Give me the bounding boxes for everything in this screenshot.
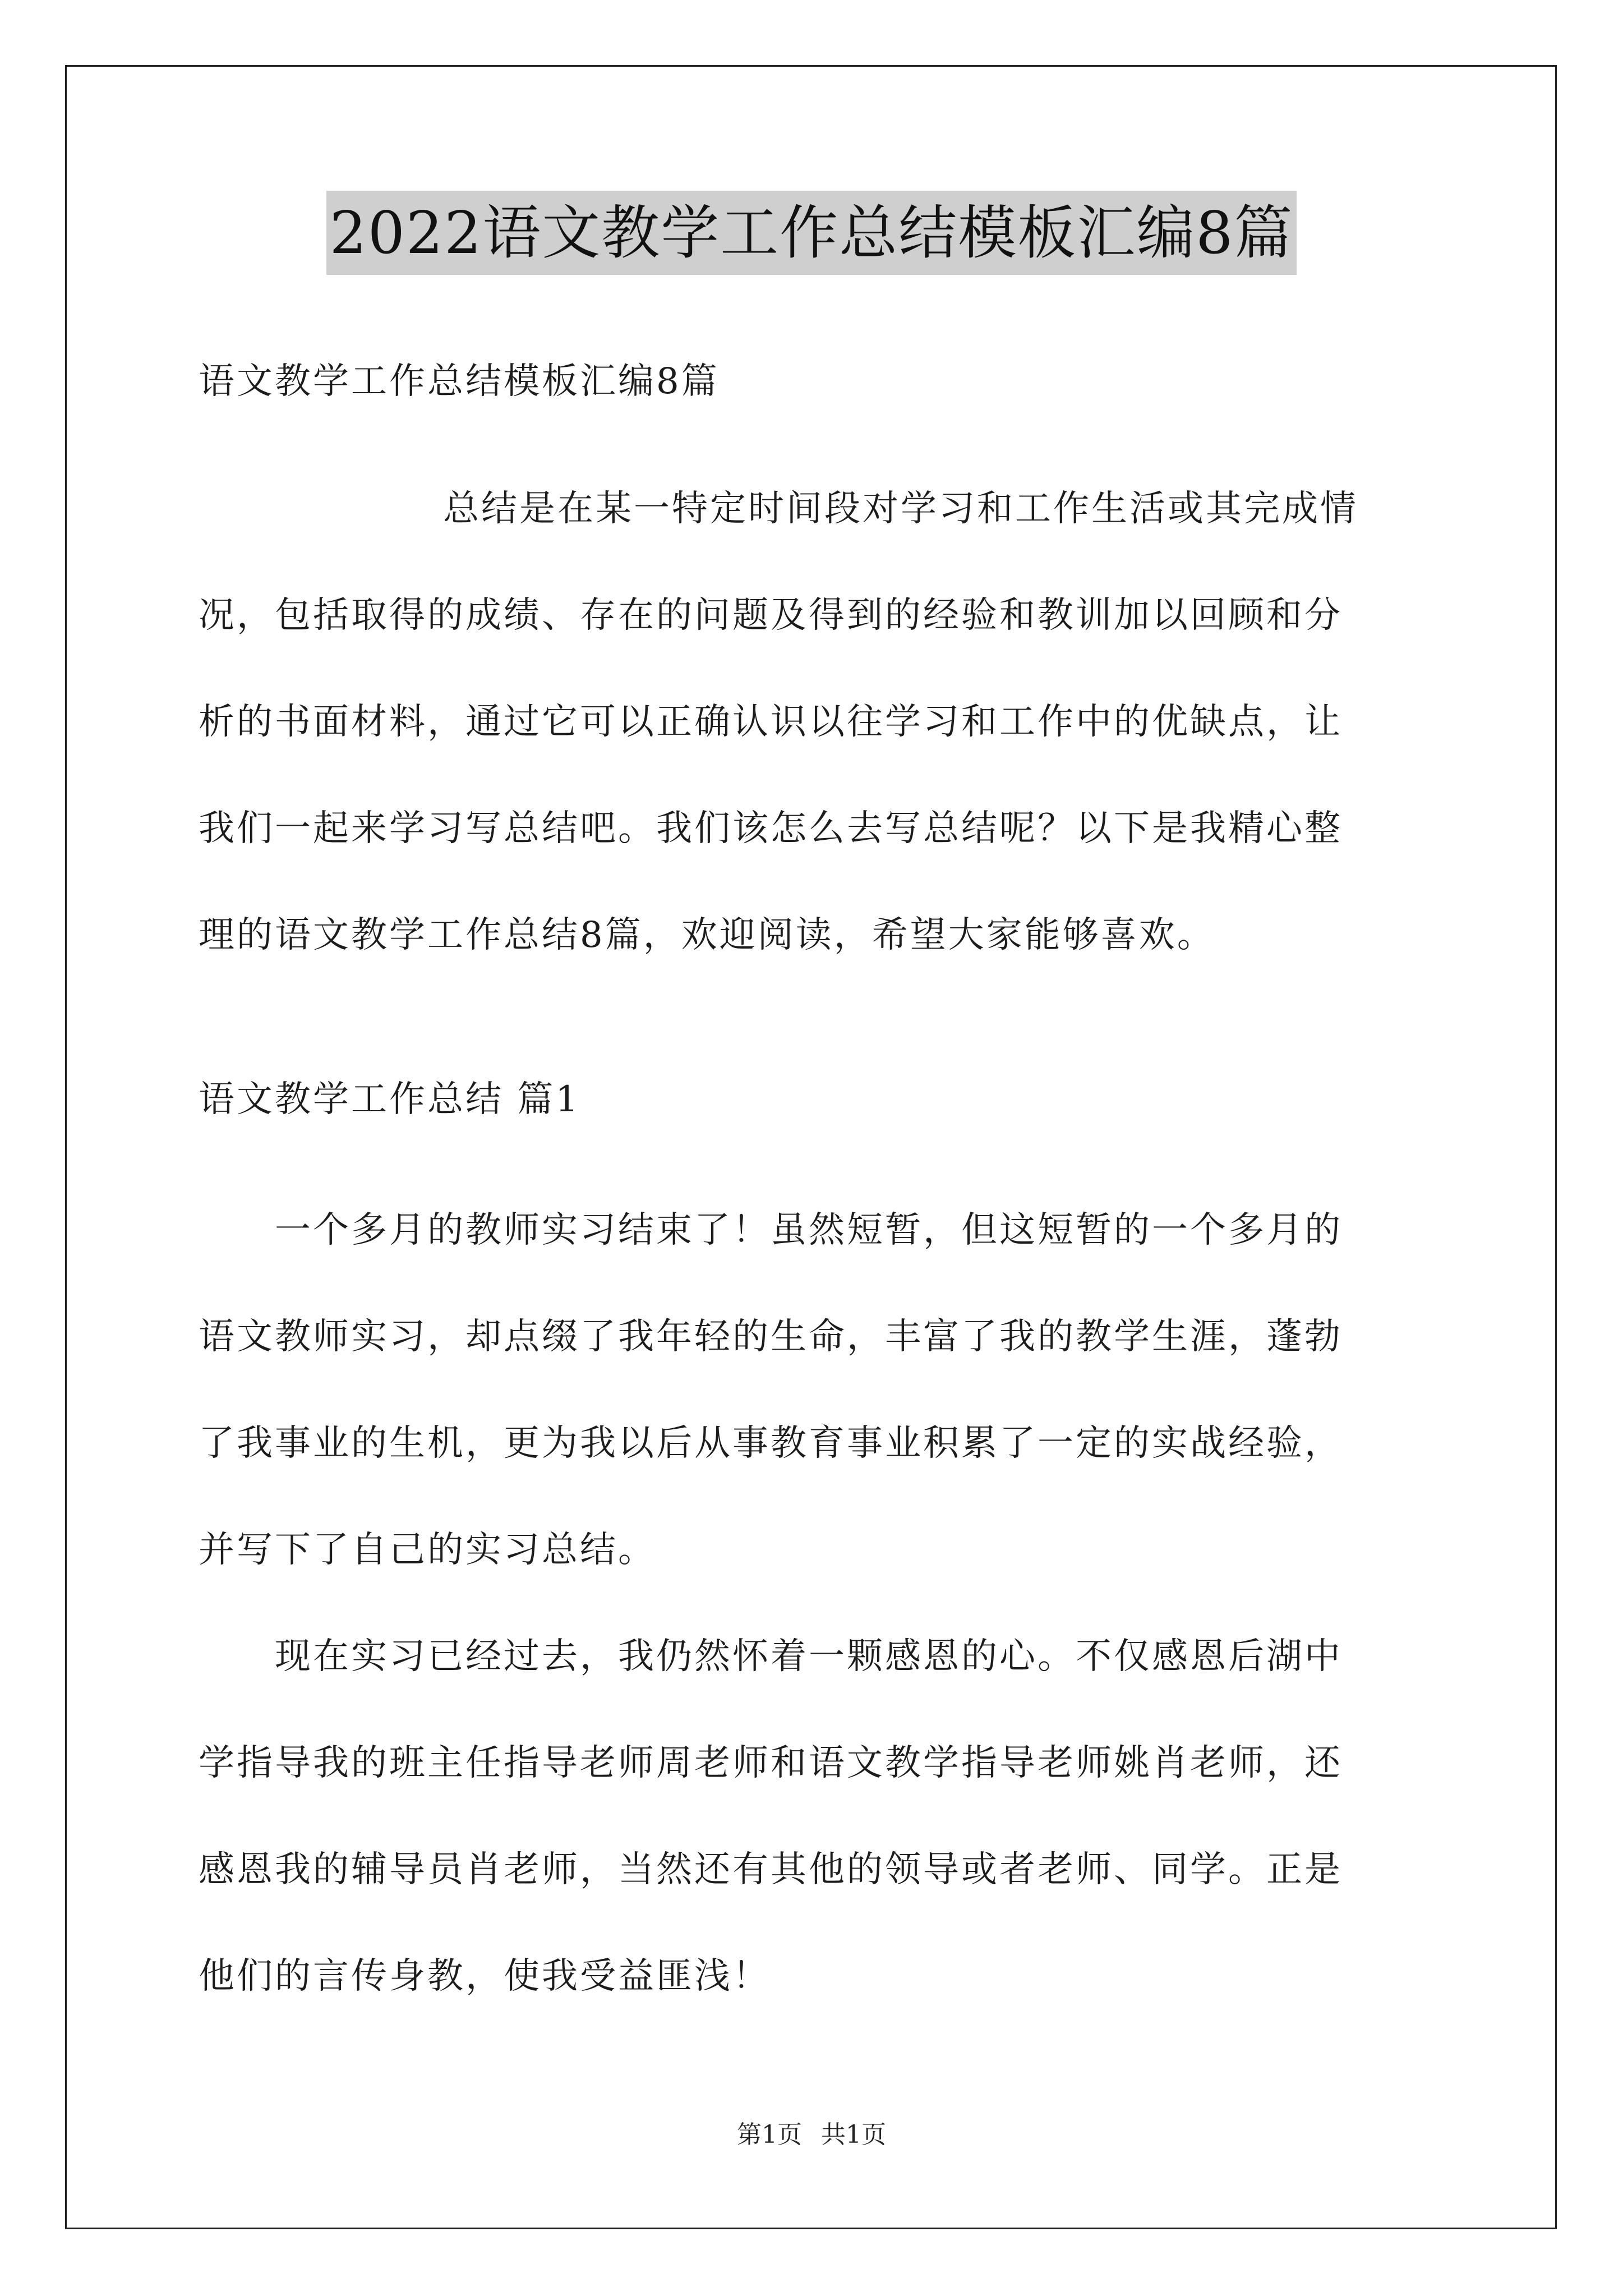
paragraph-line: 他们的言传身教，使我受益匪浅！: [199, 1955, 771, 1997]
intro-line: 况，包括取得的成绩、存在的问题及得到的经验和教训加以回顾和分: [199, 595, 1343, 636]
paragraph-line: 并写下了自己的实习总结。: [199, 1529, 656, 1571]
paragraph-line: 学指导我的班主任指导老师周老师和语文教学指导老师姚肖老师，还: [199, 1742, 1343, 1784]
page-footer: [0, 2118, 1623, 2152]
intro-line: 理的语文教学工作总结8篇，欢迎阅读，希望大家能够喜欢。: [199, 914, 1215, 956]
title-container: [0, 191, 1623, 275]
paragraph-2: [199, 1603, 1427, 2030]
intro-line: 总结是在某一特定时间段对学习和工作生活或其完成情: [443, 488, 1358, 530]
paragraph-line: 了我事业的生机，更为我以后从事教育事业积累了一定的实战经验，: [199, 1423, 1343, 1464]
intro-line: 我们一起来学习写总结吧。我们该怎么去写总结呢？以下是我精心整: [199, 808, 1343, 849]
intro-line: 析的书面材料，通过它可以正确认识以往学习和工作中的优缺点，让: [199, 701, 1343, 743]
paragraph-line: 语文教师实习，却点缀了我年轻的生命，丰富了我的教学生涯，蓬勃: [199, 1316, 1343, 1358]
page-total: 共1页: [821, 2120, 886, 2149]
document-subtitle: 语文教学工作总结模板汇编8篇: [199, 361, 720, 402]
page-number: 第1页: [737, 2120, 802, 2149]
paragraph-line: 现在实习已经过去，我仍然怀着一颗感恩的心。不仅感恩后湖中: [275, 1636, 1343, 1677]
paragraph-1: [199, 1177, 1427, 1603]
paragraph-line: 感恩我的辅导员肖老师，当然还有其他的领导或者老师、同学。正是: [199, 1849, 1343, 1890]
intro-paragraph: [199, 455, 1427, 988]
paragraph-line: 一个多月的教师实习结束了！虽然短暂，但这短暂的一个多月的: [275, 1209, 1343, 1251]
section-heading: 语文教学工作总结 篇1: [199, 1079, 581, 1120]
page-title: 2022语文教学工作总结模板汇编8篇: [326, 191, 1297, 275]
